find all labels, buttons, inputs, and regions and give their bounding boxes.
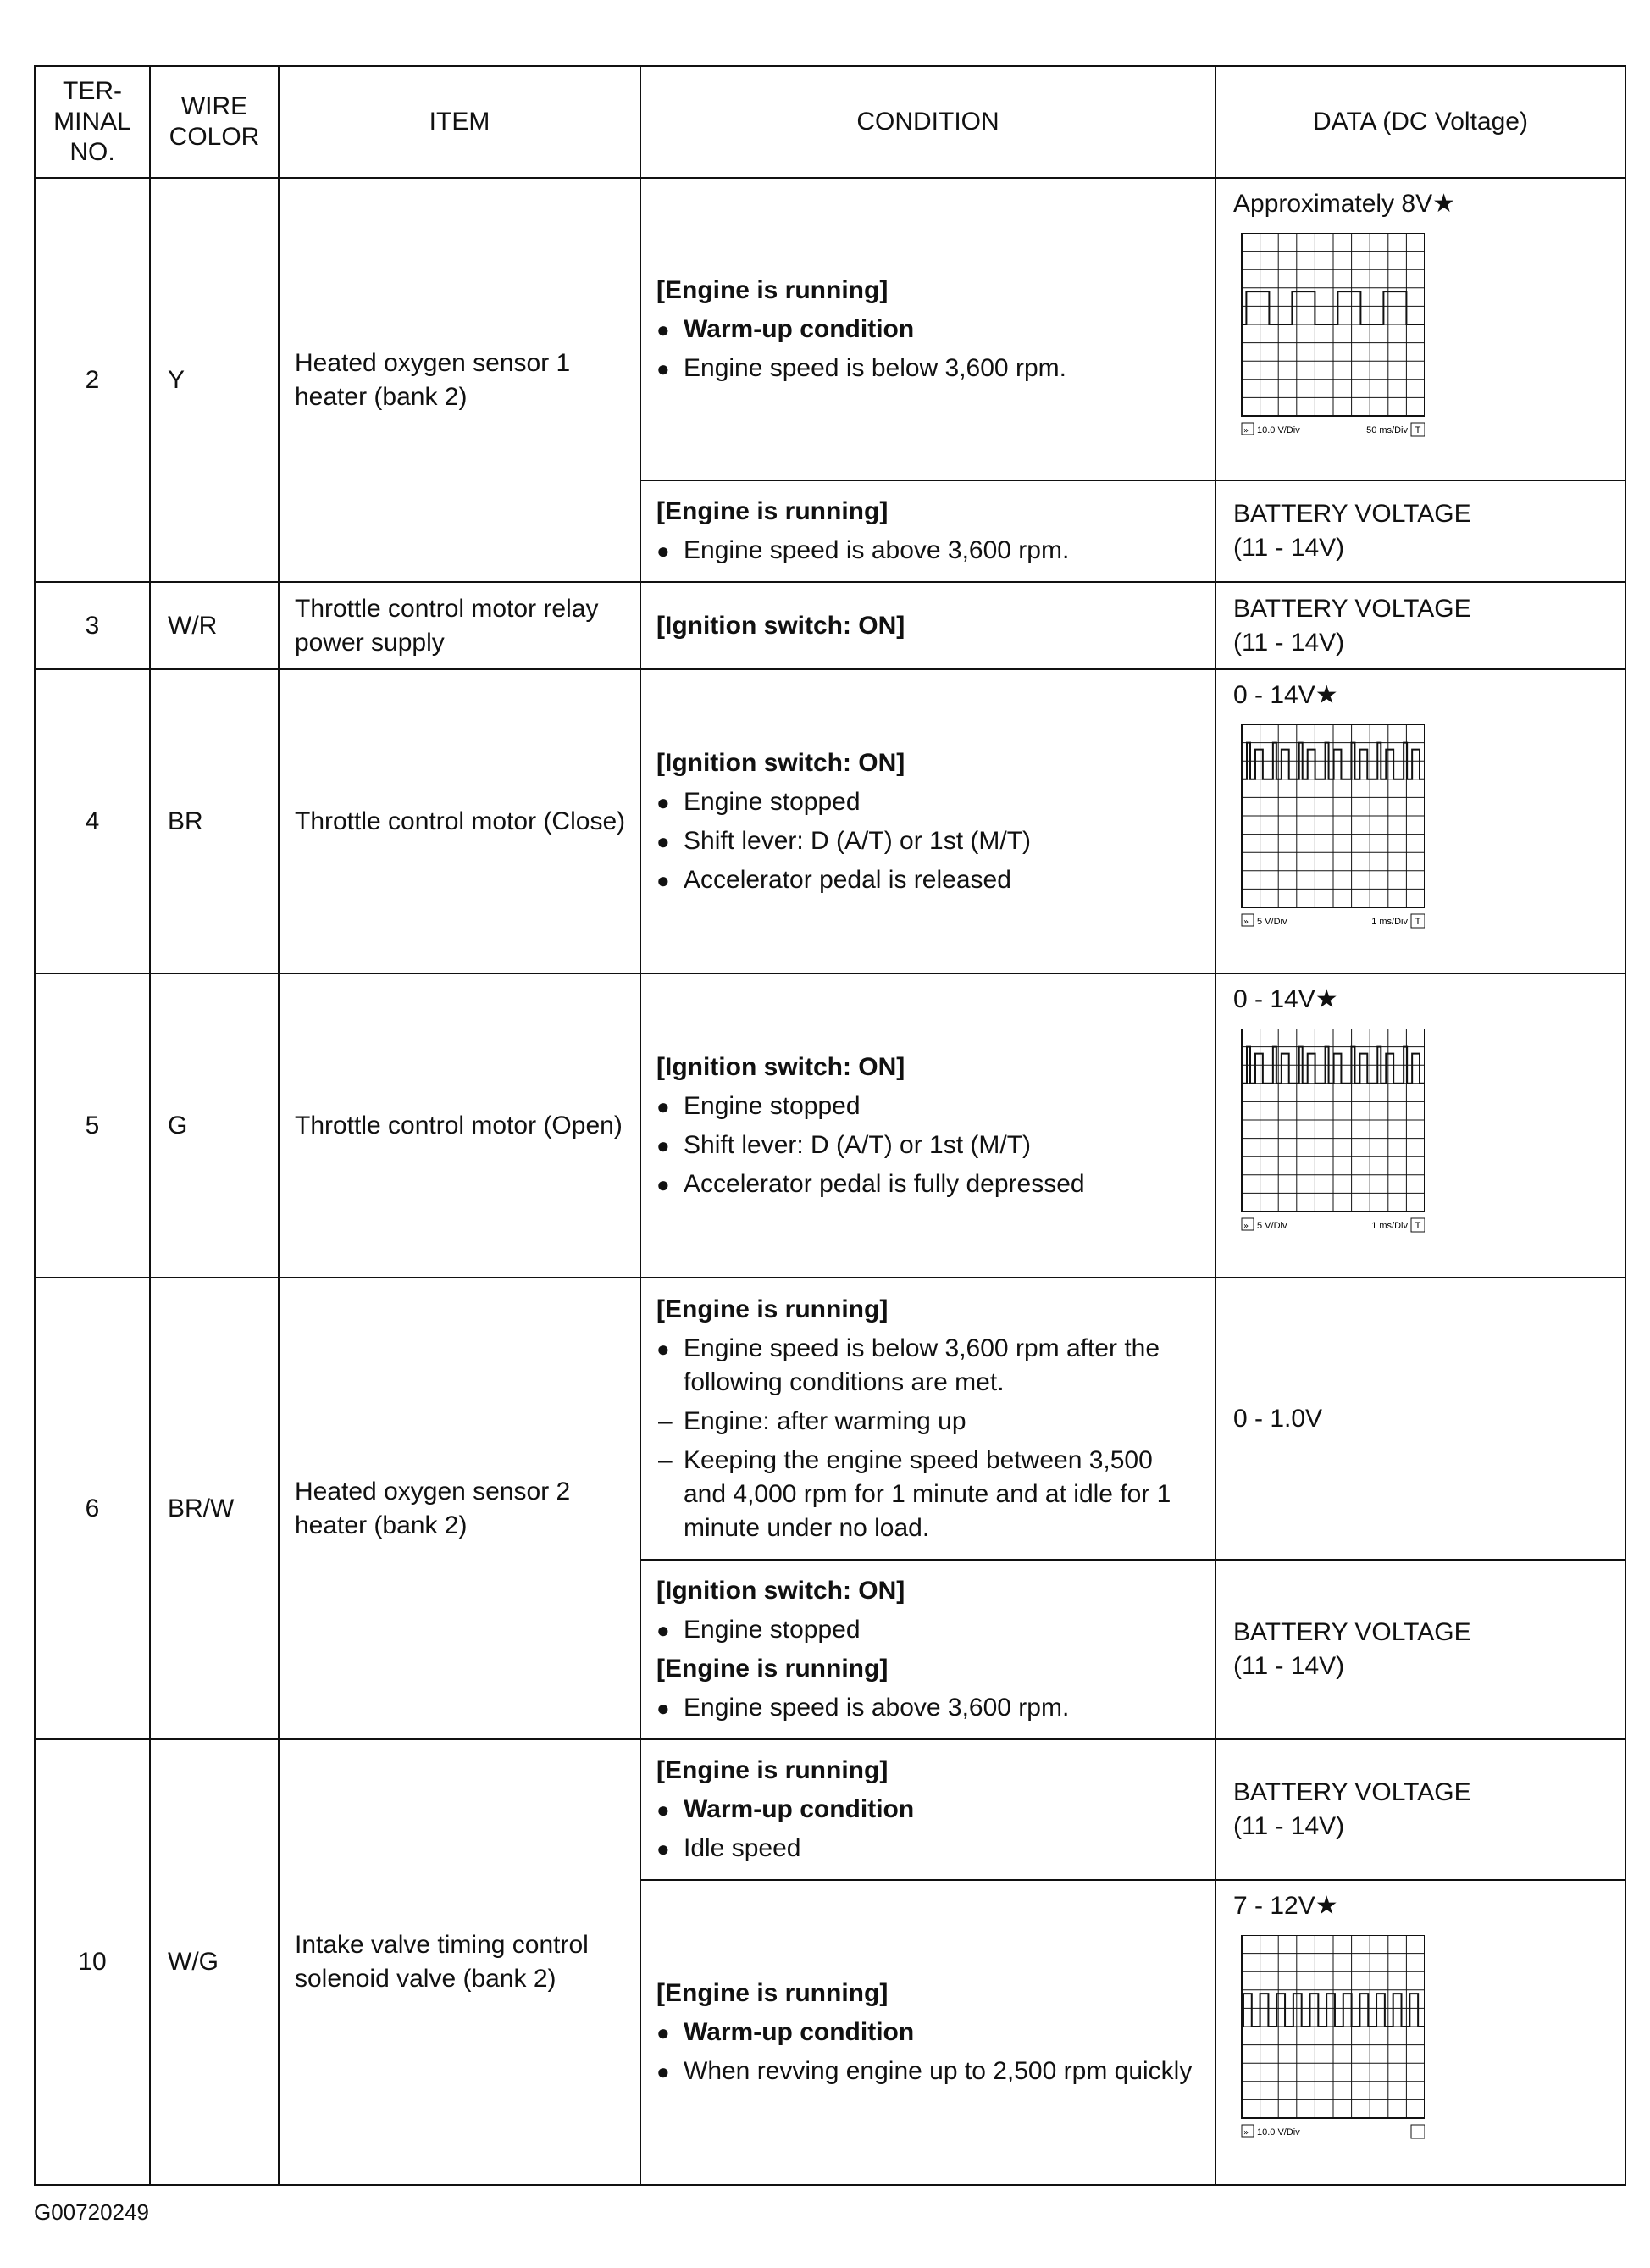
- condition-dash-item: – Engine: after warming up: [656, 1405, 1199, 1439]
- condition-cell: [640, 1880, 1215, 2185]
- wire-color: W/G: [150, 1739, 279, 2185]
- condition-heading: [Ignition switch: ON]: [656, 1052, 905, 1081]
- terminal-number: 4: [35, 669, 150, 973]
- condition-heading: [Engine is running]: [656, 497, 889, 525]
- condition-cell: [640, 669, 1215, 973]
- terminal-number: 6: [35, 1278, 150, 1739]
- data-voltage-text: BATTERY VOLTAGE: [1233, 1618, 1471, 1646]
- terminal-number: 10: [35, 1739, 150, 2185]
- data-voltage-text: BATTERY VOLTAGE: [1233, 1778, 1471, 1806]
- wire-color: W/R: [150, 582, 279, 669]
- terminal-number: 3: [35, 582, 150, 669]
- oscilloscope-waveform: [1233, 1029, 1425, 1239]
- table-header-row: [35, 66, 1625, 178]
- condition-bullet-item: ● Engine stopped: [656, 1090, 1199, 1123]
- data-voltage-cell: [1215, 480, 1625, 582]
- condition-heading: [Engine is running]: [656, 1655, 889, 1683]
- wire-color: BR: [150, 669, 279, 973]
- header-terminal-no: [35, 66, 150, 178]
- condition-bullet-item: ● Engine stopped: [656, 785, 1199, 819]
- condition-bullet-item: ● Warm-up condition: [656, 313, 1199, 347]
- scope-time-scale: 1 ms/Div: [1371, 917, 1408, 927]
- oscilloscope-waveform: [1233, 1935, 1425, 2145]
- condition-heading: [Engine is running]: [656, 1295, 889, 1323]
- data-voltage-text: BATTERY VOLTAGE: [1233, 594, 1471, 623]
- header-data: [1215, 66, 1625, 178]
- header-text-line: CONDITION: [856, 108, 999, 136]
- condition-cell: [640, 480, 1215, 582]
- condition-cell: [640, 1739, 1215, 1880]
- condition-cell: [640, 582, 1215, 669]
- data-voltage-text: (11 - 14V): [1233, 1652, 1345, 1680]
- item-description: Throttle control motor (Close): [279, 669, 640, 973]
- condition-heading: [Ignition switch: ON]: [656, 1577, 905, 1605]
- condition-bullet-item: ● Engine speed is below 3,600 rpm after the following conditions are met.: [656, 1332, 1199, 1400]
- condition-heading: [Engine is running]: [656, 275, 889, 304]
- table-row: [35, 178, 1625, 480]
- data-voltage-text: Approximately 8V★: [1233, 190, 1456, 218]
- data-voltage-text: 7 - 12V★: [1233, 1892, 1338, 1920]
- scope-corner-label: T: [1415, 1221, 1421, 1231]
- condition-bullet-item: ● Accelerator pedal is released: [656, 863, 1199, 897]
- condition-heading: [Engine is running]: [656, 1756, 889, 1784]
- wire-color: Y: [150, 178, 279, 582]
- table-row: [35, 1278, 1625, 1560]
- scope-indicator-glyph: »: [1243, 1222, 1249, 1231]
- header-item: [279, 66, 640, 178]
- header-text-line: DATA (DC Voltage): [1313, 108, 1528, 136]
- item-description: Heated oxygen sensor 2 heater (bank 2): [279, 1278, 640, 1739]
- data-voltage-cell: [1215, 669, 1625, 973]
- condition-heading: [Engine is running]: [656, 1979, 889, 2007]
- item-description: Throttle control motor relay power supply: [279, 582, 640, 669]
- terminal-data-table: [34, 65, 1626, 2186]
- header-text-line: MINAL: [53, 108, 131, 136]
- scope-voltage-scale: 5 V/Div: [1257, 917, 1287, 927]
- wire-color: G: [150, 973, 279, 1278]
- scope-voltage-scale: 10.0 V/Div: [1257, 2127, 1300, 2138]
- table-row: [35, 669, 1625, 973]
- table-row: [35, 973, 1625, 1278]
- scope-corner-box: [1411, 2125, 1425, 2138]
- condition-dash-item: – Keeping the engine speed between 3,500 and 4,000 rpm for 1 minute and at idle for 1 minute under no load.: [656, 1444, 1199, 1545]
- scope-voltage-scale: 10.0 V/Div: [1257, 425, 1300, 435]
- condition-cell: [640, 178, 1215, 480]
- data-voltage-text: 0 - 1.0V: [1233, 1404, 1323, 1433]
- condition-bullet-item: ● Warm-up condition: [656, 2016, 1199, 2049]
- figure-id: G00720249: [34, 2199, 149, 2225]
- data-voltage-cell: [1215, 1278, 1625, 1560]
- header-text-line: WIRE: [180, 92, 248, 120]
- condition-bullet-item: ● Shift lever: D (A/T) or 1st (M/T): [656, 1128, 1199, 1162]
- condition-cell: [640, 1278, 1215, 1560]
- data-voltage-text: 0 - 14V★: [1233, 985, 1338, 1013]
- item-description: Intake valve timing control solenoid valve (bank 2): [279, 1739, 640, 2185]
- table-row: [35, 1739, 1625, 1880]
- condition-cell: [640, 973, 1215, 1278]
- data-voltage-text: (11 - 14V): [1233, 1812, 1345, 1840]
- condition-heading: [Ignition switch: ON]: [656, 611, 905, 640]
- terminal-number: 5: [35, 973, 150, 1278]
- condition-bullet-item: ● Engine speed is below 3,600 rpm.: [656, 352, 1199, 385]
- scope-time-scale: 50 ms/Div: [1366, 425, 1408, 435]
- data-voltage-cell: [1215, 178, 1625, 480]
- wire-color: BR/W: [150, 1278, 279, 1739]
- condition-bullet-item: ● Engine speed is above 3,600 rpm.: [656, 534, 1199, 568]
- condition-bullet-item: ● Idle speed: [656, 1832, 1199, 1866]
- data-voltage-text: (11 - 14V): [1233, 628, 1345, 657]
- condition-bullet-item: ● Accelerator pedal is fully depressed: [656, 1167, 1199, 1201]
- oscilloscope-waveform: [1233, 233, 1425, 443]
- condition-heading: [Ignition switch: ON]: [656, 748, 905, 777]
- data-voltage-cell: [1215, 973, 1625, 1278]
- data-voltage-text: 0 - 14V★: [1233, 681, 1338, 709]
- condition-bullet-item: ● Warm-up condition: [656, 1793, 1199, 1827]
- header-wire-color: [150, 66, 279, 178]
- data-voltage-text: BATTERY VOLTAGE: [1233, 500, 1471, 528]
- header-text-line: TER-: [63, 77, 122, 105]
- table-row: [35, 582, 1625, 669]
- condition-bullet-item: ● Engine stopped: [656, 1613, 1199, 1647]
- scope-corner-label: T: [1415, 425, 1421, 435]
- condition-bullet-item: ● When revving engine up to 2,500 rpm quickly: [656, 2055, 1199, 2088]
- condition-cell: [640, 1560, 1215, 1739]
- header-text-line: ITEM: [429, 108, 490, 136]
- header-text-line: COLOR: [169, 123, 260, 151]
- scope-indicator-glyph: »: [1243, 918, 1249, 927]
- data-voltage-cell: [1215, 1560, 1625, 1739]
- header-condition: [640, 66, 1215, 178]
- scope-indicator-glyph: »: [1243, 426, 1249, 435]
- scope-voltage-scale: 5 V/Div: [1257, 1221, 1287, 1231]
- scope-indicator-glyph: »: [1243, 2128, 1249, 2138]
- terminal-number: 2: [35, 178, 150, 582]
- oscilloscope-waveform: [1233, 724, 1425, 934]
- item-description: Throttle control motor (Open): [279, 973, 640, 1278]
- condition-bullet-item: ● Shift lever: D (A/T) or 1st (M/T): [656, 824, 1199, 858]
- data-voltage-cell: [1215, 1880, 1625, 2185]
- data-voltage-cell: [1215, 1739, 1625, 1880]
- header-text-line: NO.: [69, 138, 115, 166]
- condition-bullet-item: ● Engine speed is above 3,600 rpm.: [656, 1691, 1199, 1725]
- scope-time-scale: 1 ms/Div: [1371, 1221, 1408, 1231]
- data-voltage-text: (11 - 14V): [1233, 534, 1345, 562]
- item-description: Heated oxygen sensor 1 heater (bank 2): [279, 178, 640, 582]
- scope-corner-label: T: [1415, 917, 1421, 927]
- data-voltage-cell: [1215, 582, 1625, 669]
